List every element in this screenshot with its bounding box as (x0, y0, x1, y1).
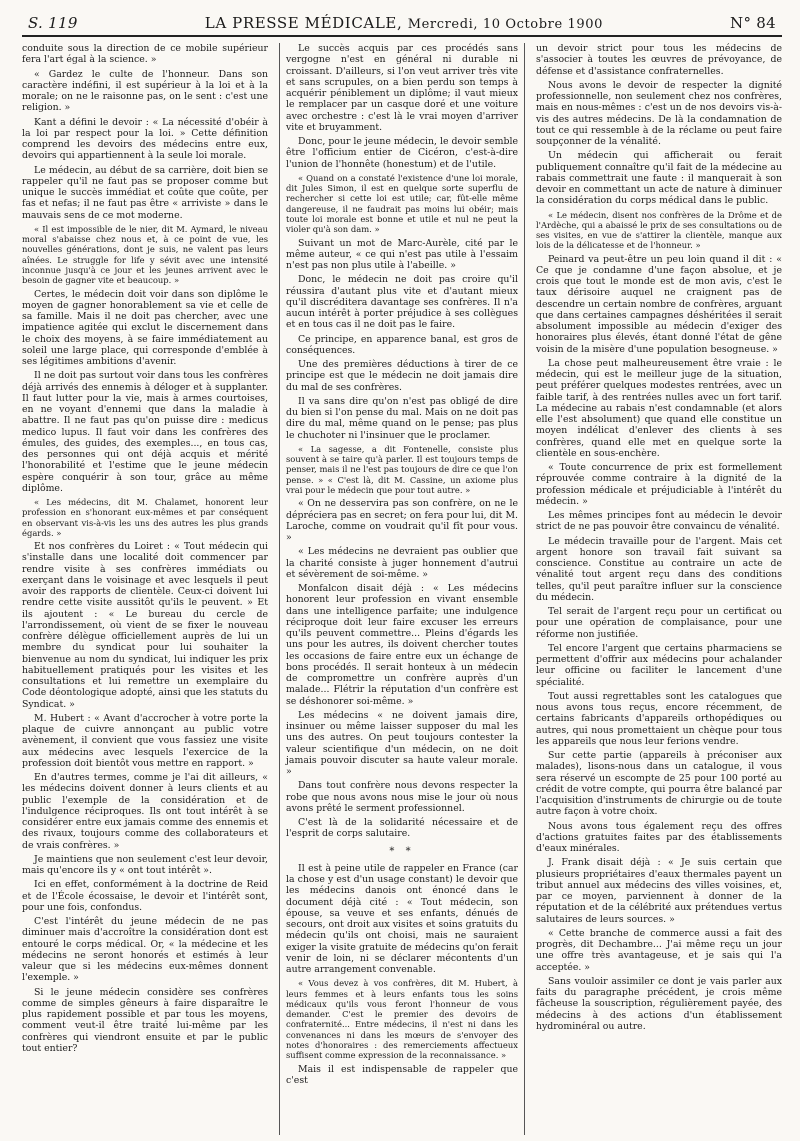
page-header (22, 14, 782, 37)
paragraph: « Cette branche de commerce aussi a fait des progrès, dit Dechambre... J'ai même reçu un jour une offre très avantageuse, et je sais qui l'a acceptée. » (536, 927, 782, 973)
paragraph: Dans tout confrère nous devons respecter la robe que nous avons nous mise le jour où nous avons prêté le serment professionnel. (286, 780, 518, 814)
page-reference: S. 119 (28, 14, 78, 32)
publication-title: LA PRESSE MÉDICALE, (204, 14, 403, 32)
article-body (22, 43, 782, 1135)
paragraph: C'est l'intérêt du jeune médecin de ne pas diminuer mais d'accroître la considération dont est entouré le corps médical. Or, « la médecine et les médecins ne seront honorés et estimés à leur valeur que si les médecins eux-mêmes donnent l'exemple. » (22, 916, 268, 984)
paragraph: « Toute concurrence de prix est formellement réprouvée comme contraire à la dignité de la profession médicale et préjudiciable à l'intérêt du médecin. » (536, 462, 782, 507)
paragraph: Le médecin, au début de sa carrière, doit bien se rappeler qu'il ne faut pas se proposer comme but unique le succès immédiat et coûte que coûte, per fas et nefas; il ne faut pas être « arriviste » dans le mauvais sens de ce mot moderne. (22, 164, 268, 221)
column-2 (279, 43, 525, 1135)
paragraph: En d'autres termes, comme je l'ai dit ailleurs, « les médecins doivent donner à leurs clients et au public l'exemple de la considération et de l'indulgence réciproques. Ils ont tout intérêt à se considérer entre eux jamais comme des ennemis et des rivaux, toujours comme des collaborateurs et de vrais confrères. » (22, 772, 268, 851)
issue-date: Mercredi, 10 Octobre 1900 (407, 17, 603, 32)
paragraph: Kant a défini le devoir : « La nécessité d'obéir à la loi par respect pour la loi. » Cette définition comprend les devoirs des médecins entre eux, devoirs qui appartiennent à la seule loi morale. (22, 116, 268, 162)
paragraph: Tel serait de l'argent reçu pour un certificat ou pour une opération de complaisance, pour une réforme non justifiée. (536, 606, 782, 640)
paragraph: un devoir strict pour tous les médecins de s'associer à toutes les œuvres de prévoyance, de défense et d'assistance confraternelles. (536, 43, 782, 77)
paragraph: « Les médecins ne devraient pas oublier que la charité consiste à juger honnement d'autrui et sévèrement de soi-même. » (286, 546, 518, 580)
paragraph: conduite sous la direction de ce mobile supérieur fera l'art égal à la science. » (22, 43, 268, 66)
masthead (205, 14, 603, 32)
paragraph: Tel encore l'argent que certains pharmaciens se permettent d'offrir aux médecins pour achalander leur officine ou faciliter le lancement d'une spécialité. (536, 642, 782, 688)
paragraph: Ici en effet, conformément à la doctrine de Reid et de l'École écossaise, le devoir et l'intérêt sont, pour une fois, confondus. (22, 879, 268, 913)
paragraph: Tout aussi regrettables sont les catalogues que nous avons tous reçus, encore récemment, de certains fabricants d'appareils orthopédiques ou autres, qui nous promettaient un chèque pour tous les appareils que nous leur ferions vendre. (536, 690, 782, 747)
paragraph: Une des premières déductions à tirer de ce principe est que le médecin ne doit jamais dire du mal de ses confrères. (286, 359, 518, 393)
paragraph: Sur cette partie (appareils à préconiser aux malades), lisons-nous dans un catalogue, il vous sera réservé un escompte de 25 pour 100 porté au crédit de votre compte, qui pourra être balancé par l'acquisition d'instruments de chirurgie ou de toute autre façon à votre choix. (536, 750, 782, 818)
paragraph: C'est là de la solidarité nécessaire et de l'esprit de corps salutaire. (286, 817, 518, 840)
paragraph: Sans vouloir assimiler ce dont je vais parler aux faits du paragraphe précédent, je crois même fâcheuse la souscription, régulièrement payée, des médecins à des actions d'un établissement hydrominéral ou autre. (536, 975, 782, 1032)
paragraph: Donc, pour le jeune médecin, le devoir semble être l'officium entier de Cicéron, c'est-à-dire l'union de l'honnête (honestum) et de l'utile. (286, 136, 518, 170)
paragraph: * * (389, 845, 415, 857)
paragraph: « Les médecins, dit M. Chalamet, honorent leur profession en s'honorant eux-mêmes et par conséquent en observant vis-à-vis les uns des autres les plus grands égards. » (22, 497, 268, 538)
paragraph: Un médecin qui afficherait ou ferait publiquement connaître qu'il fait de la médecine au rabais commettrait une faute : il manquerait à son devoir en commettant un acte de nature à diminuer la considération du corps médical dans le public. (536, 150, 782, 207)
paragraph: « On ne desservira pas son confrère, on ne le dépréciera pas en secret; on fera pour lui, dit M. Laroche, comme on voudrait qu'il fît pour vous. » (286, 498, 518, 544)
column-1 (22, 43, 268, 1135)
paragraph: « La sagesse, a dit Fontenelle, consiste plus souvent à se taire qu'à parler. Il est toujours temps de penser, mais il ne l'est pas toujours de dire ce que l'on pense. » « C'est là, dit M. Cassine, un axiome plus vrai pour le médecin que pour tout autre. » (286, 443, 518, 495)
paragraph: Les médecins « ne doivent jamais dire, insinuer ou même laisser supposer du mal les uns des autres. On peut toujours contester la valeur scientifique d'un médecin, on ne doit jamais pouvoir discuter sa haute valeur morale. » (286, 709, 518, 778)
paragraph: Il ne doit pas surtout voir dans tous les confrères déjà arrivés des ennemis à déloger et à supplanter. Il faut lutter pour la vie, mais à armes courtoises, en ne voyant d'ennemi que dans la maladie à abattre. Il ne faut pas qu'on puisse dire : medicus medico lupus. Il faut voir dans les confrères des émules, des guides, des exemples..., en tous cas, des personnes qui ont déjà acquis et mérité l'honorabilité et l'estime que le jeune médecin espère conquérir à son tour, grâce au même diplôme. (22, 370, 268, 494)
paragraph: Il est à peine utile de rappeler en France (car la chose y est d'un usage constant) le devoir que les médecins danois ont énoncé dans le document déjà cité : « Tout médecin, son épouse, sa veuve et ses enfants, dénués de secours, ont droit aux visites et soins gratuits du médecin qu'ils ont choisi, mais ne sauraient exiger la visite gratuite de médecins qu'on ferait venir de loin, ni se déclarer mécontents d'un autre arrangement convenable. (286, 862, 518, 976)
paragraph: « Gardez le culte de l'honneur. Dans son caractère indéfini, il est supérieur à la loi et à la morale; on ne le raisonne pas, on le sent : c'est une religion. » (22, 68, 268, 114)
paragraph: Donc, le médecin ne doit pas croire qu'il réussira d'autant plus vite et d'autant mieux qu'il discréditera davantage ses confrères. Il n'a aucun intérêt à porter préjudice à ses collègues et en tous cas il ne doit pas le faire. (286, 274, 518, 331)
paragraph: Ce principe, en apparence banal, est gros de conséquences. (286, 333, 518, 356)
issue-number: N° 84 (730, 14, 776, 32)
paragraph: Il va sans dire qu'on n'est pas obligé de dire du bien si l'on pense du mal. Mais on ne doit pas dire du mal, même quand on le pense; pas plus le chuchoter ni l'insinuer que le proclamer. (286, 395, 518, 441)
paragraph: La chose peut malheureusement être vraie : le médecin, qui est le meilleur juge de la situation, peut préférer quelques modestes rentrées, avec un faible tarif, à des rentrées nulles avec un fort tarif. La médecine au rabais n'est condamnable (et alors elle l'est absolument) que quand elle constitue un moyen indélicat d'enlever des clients à ses confrères, quand elle met en quelque sorte la clientèle en sous-enchère. (536, 357, 782, 459)
paragraph: J. Frank disait déjà : « Je suis certain que plusieurs propriétaires d'eaux thermales payent un tribut annuel aux médecins des villes voisines, et, par ce moyen, parviennent à donner de la réputation et de la célébrité aux prétendues vertus salutaires de leurs sources. » (536, 857, 782, 925)
paragraph: Et nos confrères du Loiret : « Tout médecin qui s'installe dans une localité doit commencer par rendre visite à ses confrères immédiats ou exerçant dans le voisinage et avec lesquels il peut avoir des rapports de clientèle. Ceux-ci doivent lui rendre cette visite aussitôt qu'ils le peuvent. » Et ils ajoutent : « Le bureau du cercle de l'arrondissement, où vient de se fixer le nouveau confrère délègue officiellement auprès de lui un membre du syndicat pour lui souhaiter la bienvenue au nom du syndicat, lui indiquer les prix habituellement pratiqués pour les visites et les consultations et lui remettre un exemplaire du Code déontologique adopté, ainsi que les statuts du Syndicat. » (22, 541, 268, 710)
paragraph: Nous avons tous également reçu des offres d'actions gratuites faites par des établissements d'eaux minérales. (536, 820, 782, 855)
paragraph: Certes, le médecin doit voir dans son diplôme le moyen de gagner honorablement sa vie et celle de sa famille. Mais il ne doit pas chercher, avec une impatience agitée qui exclut le discernement dans le choix des moyens, à se faire immédiatement au soleil une large place, qui corresponde d'emblée à ses légitimes ambitions d'avenir. (22, 288, 268, 368)
paragraph: Peinard va peut-être un peu loin quand il dit : « Ce que je condamne d'une façon absolue, et je crois que tout le monde est de mon avis, c'est le taux dérisoire auquel ne craignent pas de descendre un certain nombre de confrères, arguant que dans certaines campagnes déshéritées il serait absolument impossible au médecin d'exiger des honoraires plus élevés, étant donné l'état de gêne voisin de la misère d'une population besogneuse. » (536, 253, 782, 355)
paragraph: Si le jeune médecin considère ses confrères comme de simples gêneurs à faire disparaître le plus rapidement possible et par tous les moyens, comment veut-il être traité lui-même par les confrères qui viendront ensuite et par le public tout entier? (22, 986, 268, 1054)
paragraph: Monfalcon disait déjà : « Les médecins honorent leur profession en vivant ensemble dans une intelligence parfaite; une indulgence réciproque doit leur faire excuser les erreurs qu'ils peuvent commettre... Pleins d'égards les uns pour les autres, ils doivent chercher toutes les occasions de faire entre eux un échange de bons procédés. Il serait honteux à un médecin de compromettre un confrère auprès d'un malade... Flétrir la réputation d'un confrère est se déshonorer soi-même. » (286, 583, 518, 707)
paragraph: « Vous devez à vos confrères, dit M. Hubert, à leurs femmes et à leurs enfants tous les soins médicaux qu'ils vous feront l'honneur de vous demander. C'est le premier des devoirs de confraternité... Entre médecins, il n'est ni dans les convenances ni dans les mœurs de s'envoyer des notes d'honoraires : des remerciements affectueux suffisent comme expression de la reconnaissance. » (286, 978, 518, 1061)
paragraph: Le succès acquis par ces procédés sans vergogne n'est en général ni durable ni croissant. D'ailleurs, si l'on veut arriver très vite et sans scrupules, on a bien perdu son temps à acquérir péniblement un diplôme; il vaut mieux le remplacer par un casque doré et une voiture avec orchestre : c'est là le vrai moyen d'arriver vite et bruyamment. (286, 43, 518, 133)
paragraph: M. Hubert : « Avant d'accrocher à votre porte la plaque de cuivre annonçant au public votre avènement, il convient que vous fassiez une visite aux médecins avec lesquels l'exercice de la profession doit bientôt vous mettre en rapport. » (22, 712, 268, 769)
paragraph: Je maintiens que non seulement c'est leur devoir, mais qu'encore ils y « ont tout intérêt ». (22, 853, 268, 877)
column-3 (536, 43, 782, 1135)
paragraph: Nous avons le devoir de respecter la dignité professionnelle, non seulement chez nos confrères, mais en nous-mêmes : c'est un de nos devoirs vis-à-vis des autres médecins. De là la condamnation de tout ce qui ressemble à de la réclame ou peut faire soupçonner de la vénalité. (536, 79, 782, 147)
paragraph: « Il est impossible de le nier, dit M. Aymard, le niveau moral s'abaisse chez nous et, à ce point de vue, les nouvelles générations, dont je suis, ne valent pas leurs aînées. Le struggle for life y sévit avec une intensité inconnue jusqu'à ce jour et les jeunes arrivent avec le besoin de gagner vite et beaucoup. » (22, 223, 268, 286)
paragraph: « Le médecin, disent nos confrères de la Drôme et de l'Ardèche, qui a abaissé le prix de ses consultations ou de ses visites, en vue de s'attirer la clientèle, manque aux lois de la délicatesse et de l'honneur. » (536, 209, 782, 251)
paragraph: « Quand on a constaté l'existence d'une loi morale, dit Jules Simon, il est en quelque sorte superflu de rechercher si cette loi est utile; car, fût-elle même dangereuse, il ne faudrait pas moins lui obéir; mais toute loi morale est bonne et utile et nul ne peut la violer qu'à son dam. » (286, 172, 518, 235)
paragraph: Mais il est indispensable de rappeler que c'est (286, 1063, 518, 1086)
paragraph: Le médecin travaille pour de l'argent. Mais cet argent honore son travail fait suivant sa conscience. Constitue au contraire un acte de vénalité tout argent reçu dans des conditions telles, qu'il peut paraître influer sur la conscience du médecin. (536, 535, 782, 603)
paragraph: Suivant un mot de Marc-Aurèle, cité par le même auteur, « ce qui n'est pas utile à l'essaim n'est pas non plus utile à l'abeille. » (286, 237, 518, 272)
paragraph: Les mêmes principes font au médecin le devoir strict de ne pas pouvoir être convaincu de vénalité. (536, 510, 782, 533)
